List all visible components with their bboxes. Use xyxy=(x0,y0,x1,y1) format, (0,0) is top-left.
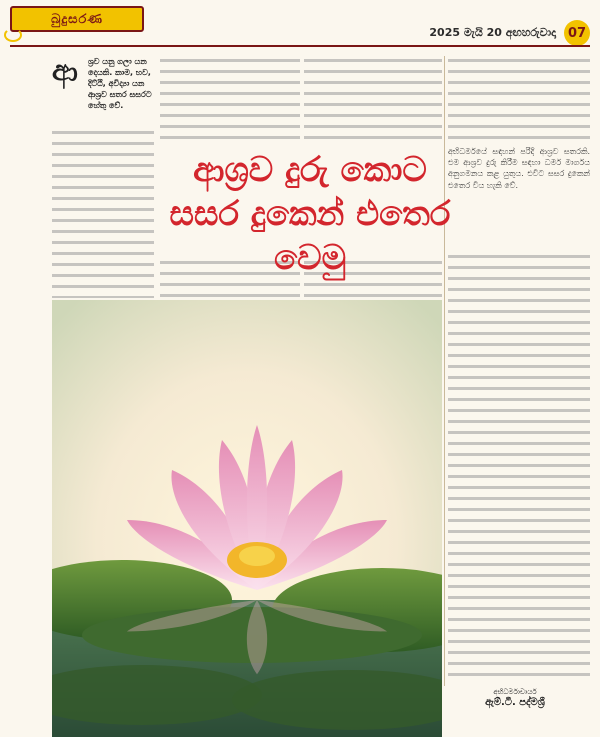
article-headline xyxy=(160,148,460,280)
drop-cap: ආ xyxy=(52,54,78,87)
author-title: අභිධර්මාචාර්ය xyxy=(493,688,537,696)
lotus-illustration xyxy=(52,300,442,737)
column-4-text: අභිධර්මයේ සඳහන් පරිදි ආශ්‍රව සතරකි. එම ආශ්‍රව දුරු කිරීම සඳහා ධර්ම මාර්ගය අනුගමනය කළ යුතුය. එවිට සසර දුකෙන් එතෙර විය හැකි වේ. xyxy=(448,147,590,190)
author-byline xyxy=(440,688,590,708)
column-2-text-lines xyxy=(160,56,300,144)
headline-line-1: ආශ්‍රව දුරු කොට xyxy=(193,150,427,190)
issue-date: 2025 මැයි 20 අඟහරුවාදා xyxy=(429,26,556,39)
column-3-text-lines xyxy=(304,56,442,144)
headline-line-2: සසර දුකෙන් එතෙර වෙමු xyxy=(169,194,451,278)
logo-text: බුදුසරණ xyxy=(51,11,103,27)
page-header xyxy=(0,0,600,50)
column-4-top-lines xyxy=(448,56,590,146)
column-4-lines xyxy=(448,252,590,682)
page-number: 07 xyxy=(564,20,590,46)
header-rule xyxy=(10,45,590,47)
publication-logo xyxy=(10,6,144,32)
author-name: ඇම්.ටී. පද්මශ්‍රී xyxy=(485,697,545,708)
logo-swirl-icon xyxy=(4,28,22,42)
article-intro: ශ්‍රව යනු ගලා යන දෙයකි. කාම, භව, දිට්ඨි, අවිද්‍යා යන ආශ්‍රව සතර සසරට හේතු වේ. xyxy=(88,57,152,110)
column-1-text-lines xyxy=(52,128,154,298)
lotus-photo xyxy=(52,300,442,737)
